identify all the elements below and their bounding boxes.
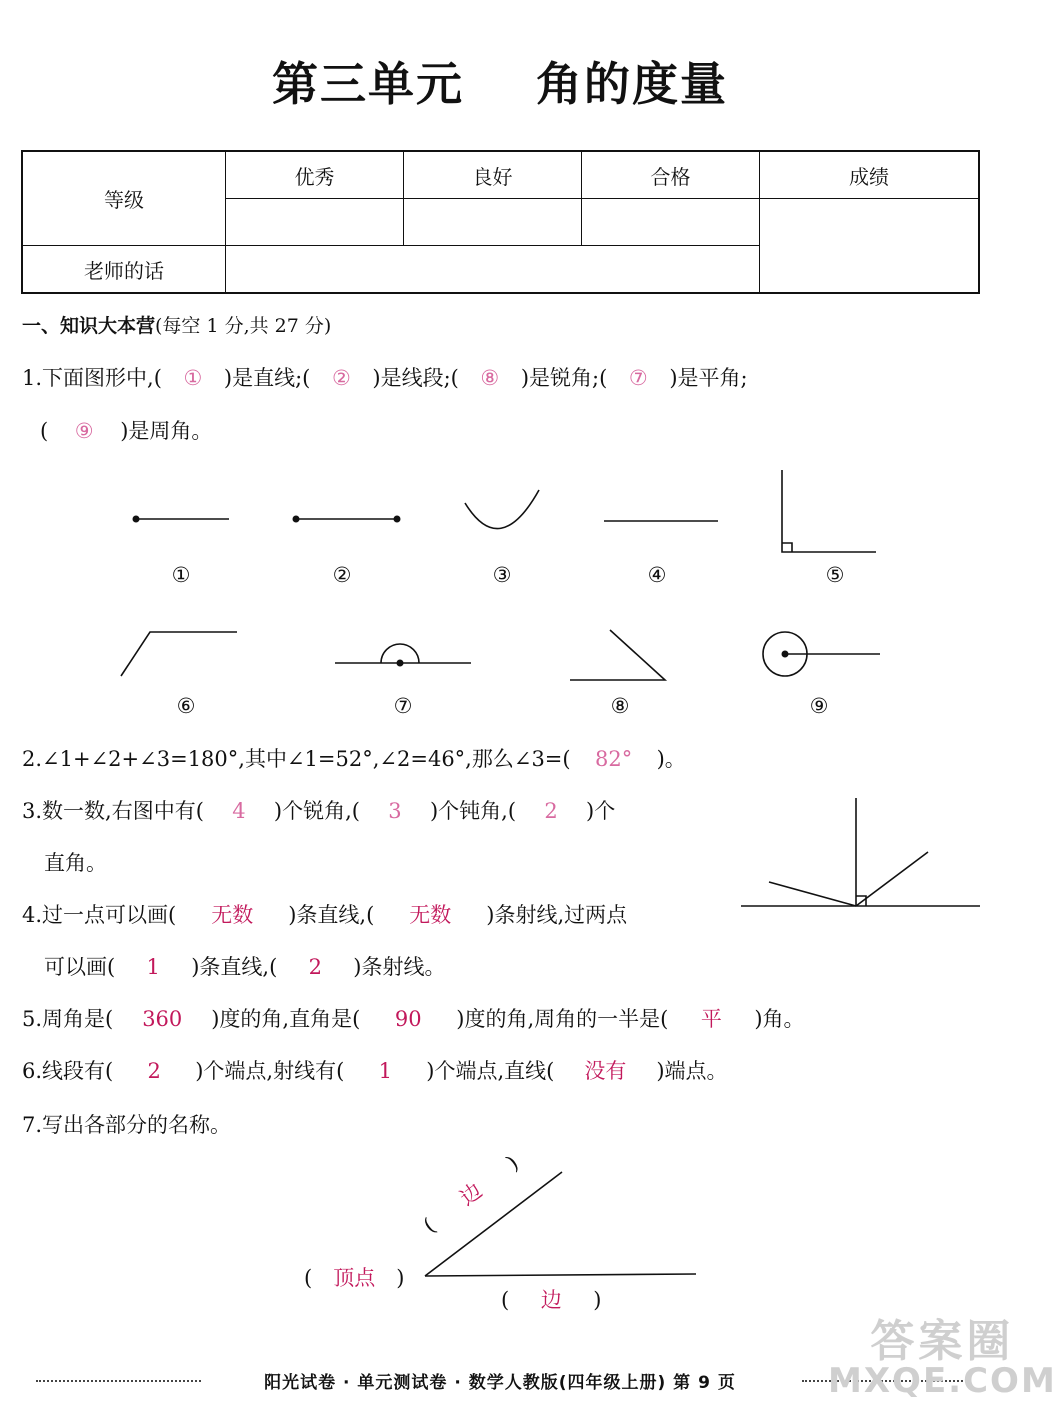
question-5 — [22, 1004, 805, 1034]
q7-top-close: ) — [501, 1150, 523, 1175]
q6-text-2: )个端点,直线( — [426, 1059, 555, 1083]
section-note: (每空 1 分,共 27 分) — [155, 315, 332, 337]
fig-9-vertex — [782, 651, 789, 658]
q5-prefix: 5.周角是( — [22, 1007, 114, 1031]
q3-answer-right: 2 — [544, 799, 558, 823]
fig-8-acute — [570, 630, 665, 680]
q7-bottom-open: ( — [501, 1288, 510, 1312]
q1-text-2: )是线段;( — [372, 366, 459, 390]
q6-prefix: 6.线段有( — [22, 1059, 114, 1083]
level-good: 良好 — [404, 151, 582, 199]
footer-text: 阳光试卷 · 单元测试卷 · 数学人教版(四年级上册) 第 9 页 — [264, 1373, 736, 1393]
q4-text-4: )条射线。 — [353, 955, 446, 979]
fig-label-7: ⑦ — [393, 694, 413, 718]
q4-text-1: )条直线,( — [288, 903, 375, 927]
q7-bottom-side-answer: 边 — [540, 1288, 562, 1312]
q1-prefix: 1.下面图形中,( — [22, 366, 162, 390]
grade-label: 等级 — [22, 151, 226, 246]
question-3-line2: 直角。 — [44, 851, 107, 875]
score-label: 成绩 — [760, 151, 980, 199]
q5-answer-2: 90 — [394, 1007, 422, 1031]
q1-open: ( — [40, 419, 49, 443]
q1-text-1: )是直线;( — [223, 366, 311, 390]
watermark-line1: 答案圈 — [870, 1316, 1015, 1367]
q1-text-5: )是周角。 — [120, 419, 213, 443]
question-4-line2 — [44, 952, 445, 982]
q6-text-1: )个端点,射线有( — [195, 1059, 345, 1083]
q3-text-3: )个 — [586, 799, 616, 823]
q7-top-side-answer: 边 — [455, 1178, 487, 1211]
q1-answer-line: ① — [183, 366, 203, 390]
q7-vertex-open: ( — [304, 1266, 313, 1290]
q1-answer-full: ⑨ — [74, 419, 94, 443]
question-3 — [22, 796, 615, 826]
q6-answer-1: 2 — [147, 1059, 161, 1083]
question-7: 7.写出各部分的名称。 — [22, 1113, 232, 1137]
q2-answer: 82° — [594, 747, 633, 771]
q1-answer-segment: ② — [331, 366, 351, 390]
q2-end: )。 — [656, 747, 686, 771]
q6-answer-2: 1 — [378, 1059, 392, 1083]
q6-text-3: )端点。 — [656, 1059, 728, 1083]
teacher-label: 老师的话 — [22, 246, 226, 294]
fig-label-5: ⑤ — [825, 563, 845, 587]
fig-label-6: ⑥ — [176, 694, 196, 718]
q6-answer-3: 没有 — [584, 1059, 627, 1083]
q5-text-2: )度的角,周角的一半是( — [456, 1007, 669, 1031]
fig-label-2: ② — [332, 563, 352, 587]
q7-top-open: ( — [418, 1213, 440, 1238]
q3-left-ray — [769, 882, 856, 906]
q1-answer-acute: ⑧ — [480, 366, 500, 390]
fig-label-9: ⑨ — [809, 694, 829, 718]
q5-answer-1: 360 — [142, 1007, 183, 1031]
q1-text-3: )是锐角;( — [520, 366, 608, 390]
question-2 — [22, 744, 686, 774]
watermark-line2: MXQE.COM — [828, 1361, 1057, 1401]
q5-answer-3: 平 — [700, 1007, 722, 1031]
q7-bottom-side-label — [501, 1285, 601, 1315]
q7-bottom-close: ) — [593, 1288, 602, 1312]
fig-label-8: ⑧ — [610, 694, 630, 718]
q5-text-3: )角。 — [754, 1007, 805, 1031]
q4-line2-prefix: 可以画( — [44, 955, 116, 979]
q7-vertex-label — [304, 1263, 404, 1293]
q3-text-2: )个钝角,( — [429, 799, 517, 823]
q2-text: 2.∠1+∠2+∠3=180°,其中∠1=52°,∠2=46°,那么∠3=( — [22, 747, 571, 771]
q7-vertex-close: ) — [396, 1266, 405, 1290]
page-title: 第三单元 角的度量 — [271, 57, 729, 111]
q1-text-4: )是平角; — [669, 366, 748, 390]
fig-6-obtuse — [121, 632, 237, 676]
q3-answer-acute: 4 — [232, 799, 246, 823]
q7-vertex-answer: 顶点 — [333, 1266, 376, 1290]
q3-prefix: 3.数一数,右图中有( — [22, 799, 204, 823]
q7-bottom-side — [425, 1274, 696, 1276]
level-pass: 合格 — [582, 151, 760, 199]
q4-prefix: 4.过一点可以画( — [22, 903, 177, 927]
fig-5-right-angle — [782, 470, 876, 552]
fig-3-curve — [465, 490, 539, 529]
watermark-logo — [828, 1316, 1057, 1401]
q4-answer-2: 无数 — [409, 903, 452, 927]
q4-text-3: )条直线,( — [191, 955, 278, 979]
fig-5-right-mark — [782, 543, 792, 552]
fig-label-3: ③ — [492, 563, 512, 587]
q4-answer-3: 1 — [146, 955, 160, 979]
fig-label-4: ④ — [647, 563, 667, 587]
fig-1-endpoint — [133, 516, 140, 523]
level-excellent: 优秀 — [226, 151, 404, 199]
q4-text-2: )条射线,过两点 — [486, 903, 628, 927]
fig-2-endpoint-a — [293, 516, 300, 523]
q3-answer-obtuse: 3 — [388, 799, 402, 823]
fig-label-1: ① — [171, 563, 191, 587]
q5-text-1: )度的角,直角是( — [211, 1007, 361, 1031]
q4-answer-1: 无数 — [211, 903, 254, 927]
q3-text-1: )个锐角,( — [273, 799, 360, 823]
section-title: 一、知识大本营 — [22, 315, 156, 337]
q4-answer-4: 2 — [308, 955, 322, 979]
q1-answer-straight: ⑦ — [628, 366, 648, 390]
question-4 — [22, 900, 627, 930]
fig-7-vertex — [397, 660, 404, 667]
question-6 — [22, 1056, 728, 1086]
fig-2-endpoint-b — [394, 516, 401, 523]
